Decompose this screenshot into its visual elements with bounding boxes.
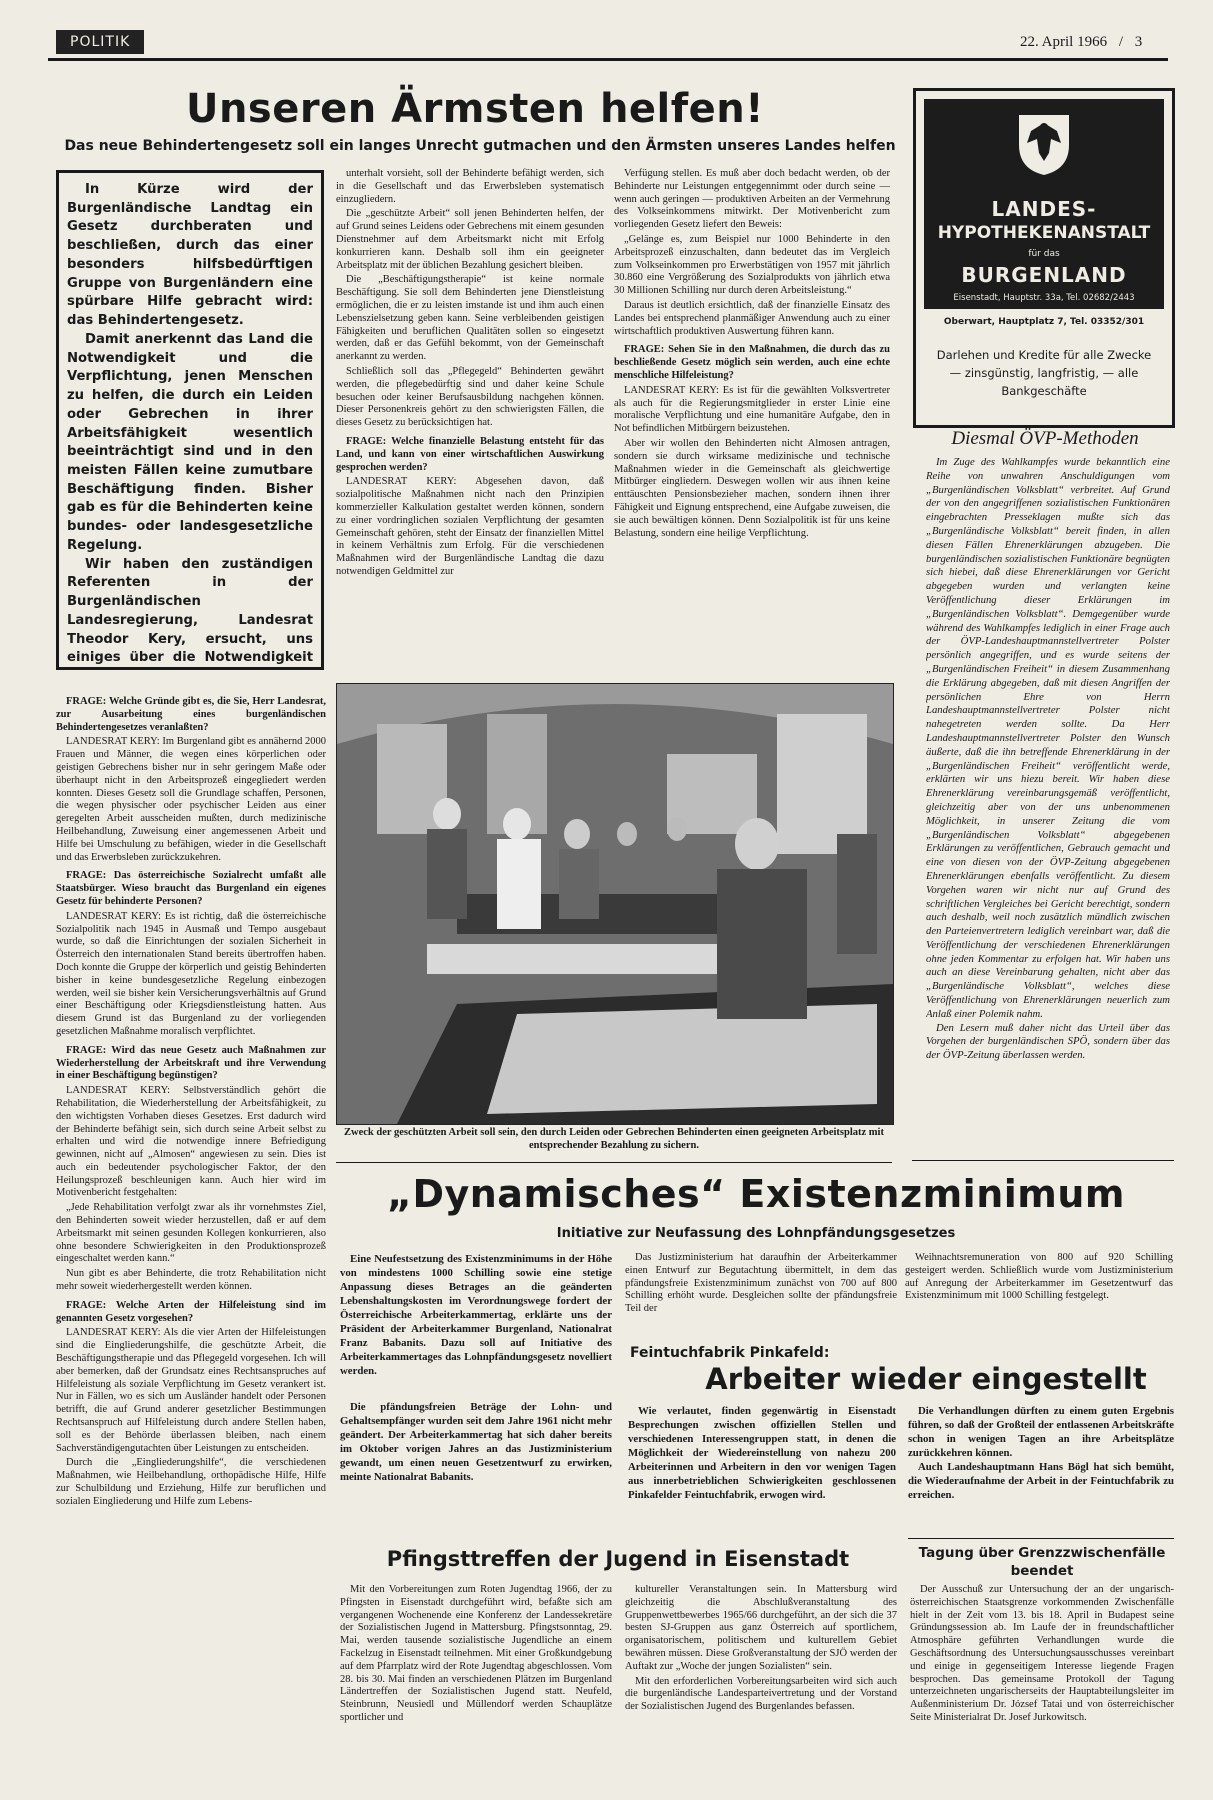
pfingst-paragraph: kultureller Veranstaltungen sein. In Mattersburg wird gleichzeitig die Abschlußveranstaltung des Gruppenwettbewerbes 1965/66 durchgeführt, an der sich die 37 besten SJ-Gruppen aus ganz Österreich auf sportlichem, organisatorischem, politischem und kulturellem Gebiet bewähren müssen. Diese Großveranstaltung der SJÖ werden der Auftakt zur „Woche der jungen Sozialisten“ sein. (625, 1584, 897, 1672)
pfingst-paragraph: Mit den erforderlichen Vorbereitungsarbeiten wird sich auch die burgenländische Landesparteivertretung und der Vorstand der Sozialistischen Jugend des Burgenlandes befassen. (625, 1675, 897, 1713)
tagung-headline: Tagung über Grenzzwischenfälle beendet (918, 1545, 1166, 1579)
intro-box (56, 170, 324, 670)
interview-answer: Aber wir wollen den Behinderten nicht Almosen antragen, sondern sie durch wirksame medizinische und technische Maßnahmen wieder in die Gemeinschaft als gleichwertige Mitbürger eingliedern. Deswegen wollen wir aus ihnen keine enttäuschten Pensionsbezieher machen, sondern ihnen ihrer Fähigkeit und Eignung entsprechend, eine Aufgabe zuweisen, die sie auch bewältigen können. Denn Sozialpolitik ist für uns keine Belastung, sondern eine heilige Verpflichtung. (614, 437, 890, 539)
interview-answer: Nun gibt es aber Behinderte, die trotz Rehabilitation nicht mehr soweit wiederhergestellt werden können. (56, 1268, 326, 1293)
dynamisch-col-2 (340, 1400, 612, 1530)
pfingst-headline: Pfingsttreffen der Jugend in Eisenstadt (386, 1547, 850, 1571)
bank-name-1: LANDES- (991, 197, 1097, 221)
dynamisch-paragraph: Weihnachtsremuneration von 800 auf 920 Schilling gesteigert werden. Schließlich wurde vom Justizministerium auf Anregung der Arbeiterkammer im Gesetzentwurf das Existenzminimum mit 1000 Schilling festgelegt. (905, 1252, 1173, 1302)
interview-answer: LANDESRAT KERY: Es ist richtig, daß die österreichische Sozialpolitik nach 1945 in Ausmaß und Tempo ausgebaut wurde, so daß die Einrichtungen der sozialen Sicherheit in Österreich den internationalen Stand bereits übertroffen haben. Doch konnte die Gruppe der körperlich und geistig Behinderten bisher in keine bundesgesetzliche Regelung einbezogen werden, weil sie bisher kein Versicherungsverhältnis auf Grund einer Beschäftigung oder Kriegsdienstleistung hatten. Aus diesem Grund ist das Burgenland zu der vorliegenden gesetzlichen Maßnahme moralisch verpflichtet. (56, 910, 326, 1037)
feintuch-col-1 (628, 1404, 896, 1534)
sidebar-title: Diesmal ÖVP-Methoden (951, 428, 1139, 449)
bank-name-2: HYPOTHEKENANSTALT (937, 223, 1151, 243)
dynamisch-subtitle: Initiative zur Neufassung des Lohnpfändungsgesetzes (556, 1226, 956, 1241)
dynamisch-paragraph: Die pfändungsfreien Beträge der Lohn- und Gehaltsempfänger wurden seit dem Jahre 1961 nicht mehr geändert. Der Arbeiterkammertag hat sich daher bereits im Oktober vorigen Jahres an das Justizministerium gewandt, um einen neuen Gesetzentwurf zu erwirken, meinte Nationalrat Babanits. (340, 1401, 612, 1484)
main-subtitle: Das neue Behindertengesetz soll ein langes Unrecht gutmachen und den Ärmsten unseres Landes helfen (64, 138, 896, 154)
dynamisch-paragraph: Eine Neufestsetzung des Existenzminimums in der Höhe von mindestens 1000 Schilling sowie eine stetige Anpassung dieses Betrages an die geänderten Lebenshaltungskosten im Verordnungswege fordert der Österreichische Arbeiterkammertag, erklärte uns der Präsident der Arbeiterkammer Burgenland, Nationalrat Franz Babanits. Dazu soll auf Initiative des Arbeiterkammertages das Lohnpfändungsgesetz novelliert werden. (340, 1253, 612, 1378)
interview-answer: LANDESRAT KERY: Als die vier Arten der Hilfeleistungen sind die Eingliederungshilfe, die geschützte Arbeit, die Beschäftigungstherapie und das Pflegegeld vorgesehen. Ich will aber bemerken, daß der Grundsatz eines Rechtsanspruches auf Hilfeleistung als soziale Verpflichtung im Gesetz verankert ist. Nur in Fällen, wo es sich um Ausländer handelt oder Personen betrifft, die auf Grund anderer gesetzlicher Bestimmungen Rechtsanspruch auf Hilfeleistung durch andere Stellen haben, soll es der Behörde überlassen bleiben, nach einem Sachverständigengutachten über Leistungen zu entscheiden. (56, 1327, 326, 1454)
intro-paragraph: In Kürze wird der Burgenländische Landtag ein Gesetz durchberaten und beschließen, durch das einer besonders hilfsbedürftigen Gruppe von Burgenländern eine spürbare Hilfe gebracht wird: das Behindertengesetz. (67, 182, 313, 329)
interview-question: FRAGE: Das österreichische Sozialrecht umfaßt alle Staatsbürger. Wieso braucht das Burgenland ein eigenes Gesetz für behinderte Personen? (56, 870, 326, 907)
bank-ad (913, 88, 1175, 428)
interview-answer: „Gelänge es, zum Beispiel nur 1000 Behinderte in den Arbeitsprozeß einzuschalten, dann bedeutet das im Vergleich zum Volkseinkommen pro Erwerbstätigen von 1957 mit jährlich 30.860 eine Vergrößerung des Sozialprodukts von jährlich etwa 30 Millionen Schilling nur durch deren Arbeitsleistung.“ (614, 233, 890, 297)
main-headline: Unseren Ärmsten helfen! (185, 86, 765, 132)
interview-answer: LANDESRAT KERY: Abgesehen davon, daß sozialpolitische Maßnahmen nicht nach den Prinzipien kommerzieller Kalkulation gestaltet werden können, sondern zu einer vordringlichen sozialen Verpflichtung der gesamten Gemeinschaft gehören, steht der Einsatz der finanziellen Mittel in keinem Verhältnis zum Erfolg. Für die verschiedenen Maßnahmen wird der Burgenländische Landtag die dazu notwendigen Geldmittel zur (336, 476, 604, 577)
article-column-2 (336, 168, 604, 678)
dynamisch-paragraph: Das Justizministerium hat daraufhin der Arbeiterkammer einen Entwurf zur Begutachtung übermittelt, in dem das pfändungsfreie Existenzminimum zunächst von 700 auf 800 Schilling erhöht wurde. Desgleichen sollte der pfändungsfreie Teil der (625, 1252, 897, 1315)
pfingst-col-1 (340, 1584, 612, 1789)
interview-answer: LANDESRAT KERY: Es ist für die gewählten Volksvertreter als auch für die Regierungsmitglieder in erster Linie eine moralische Verpflichtung und eine humanitäre Aufgabe, den in Not befindlichen Mitbürgern beizustehen. (614, 384, 890, 435)
coat-of-arms-icon (1009, 109, 1079, 179)
dynamisch-col-4 (905, 1252, 1173, 1342)
header-rule (48, 58, 1168, 61)
section-divider (336, 1162, 892, 1163)
interview-question: FRAGE: Sehen Sie in den Maßnahmen, die durch das zu beschließende Gesetz möglich sein werden, auch eine echte menschliche Hilfeleistung? (614, 344, 890, 381)
workshop-photo (336, 683, 894, 1125)
bank-for: für das (1028, 249, 1060, 259)
intro-paragraph: Damit anerkennt das Land die Notwendigkeit und die Verpflichtung, jenen Menschen zu helfen, die durch ein Leiden oder Gebrechen in ihrer Arbeitsfähigkeit wesentlich beeinträchtigt sind und in den meisten Fällen keine zumutbare Beschäftigung finden. Bisher gab es für die Behinderten keine bundes- oder landesgesetzliche Regelung. (67, 331, 313, 553)
feintuch-paragraph: Die Verhandlungen dürften zu einem guten Ergebnis führen, so daß der Großteil der entlassenen Arbeitskräfte schon in wenigen Tagen an ihre Arbeitsplätze zurückkehren können. (908, 1405, 1174, 1460)
bank-address-2: Oberwart, Hauptplatz 7, Tel. 03352/301 (943, 317, 1145, 327)
dynamisch-col-3 (625, 1252, 897, 1342)
date-text: 22. April 1966 (1020, 34, 1108, 50)
feintuch-col-2 (908, 1404, 1174, 1534)
bank-ad-inner (924, 99, 1164, 309)
pfingst-paragraph: Mit den Vorbereitungen zum Roten Jugendtag 1966, der zu Pfingsten in Eisenstadt durchgeführt wird, befaßte sich am vergangenen Wochenende eine Konferenz der Landessekretäre der Sozialistischen Jugend in Mattersburg. Pfingstsonntag, 29. Mai, werden tausende sozialistische Jugendliche an einem Fackelzug in Eisenstadt teilnehmen. Mit einer Großkundgebung auf dem Pfarrplatz wird der Rote Jugendtag abgeschlossen. Vom 28. bis 30. Mai finden an verschiedenen Plätzen im Burgenland Ländertreffen der Sozialistischen Jugend statt. Neufeld, Steinbrunn, Neusiedl und Müllendorf werden Schauplätze sportlicher und (340, 1584, 612, 1723)
tagung-rule (908, 1538, 1174, 1539)
dynamisch-headline: „Dynamisches“ Existenzminimum (386, 1172, 1126, 1216)
interview-question: FRAGE: Welche Arten der Hilfeleistung sind im genannten Gesetz vorgesehen? (56, 1299, 326, 1324)
tagung-paragraph: Der Ausschuß zur Untersuchung der an der ungarisch-österreichischen Staatsgrenze vorkommenden Zwischenfälle hielt in der Zeit vom 13. bis 18. April in Budapest seine Gründungssession ab. Im Laufe der in freundschaftlicher Atmosphäre geführten Verhandlungen wurde die Geschäftsordnung des Untersuchungsausschusses vereinbart und einige in gegenseitigem Interesse liegende Fragen besprochen. Das gemeinsame Protokoll der Tagung unterzeichneten ungarischerseits der Hauptabteilungsleiter im Außenministerium Dr. József Tatai und von österreichischer Seite Ministerialrat Dr. Josef Jurkowitsch. (910, 1584, 1174, 1723)
interview-answer: unterhalt vorsieht, soll der Behinderte befähigt werden, sich in die Gesellschaft und das Erwerbsleben systematisch einzugliedern. (336, 168, 604, 205)
page-number: 3 (1134, 34, 1143, 50)
feintuch-paragraph: Auch Landeshauptmann Hans Bögl hat sich bemüht, die Wiederaufnahme der Arbeit in der Feintuchfabrik zu erreichen. (908, 1461, 1174, 1502)
interview-answer: Die „geschützte Arbeit“ soll jenen Behinderten helfen, der auf Grund seines Leidens oder Gebrechens mit einem gesunden Dienstnehmer auf dem Arbeitsmarkt nicht mit Erfolg konkurrieren kann. Deshalb soll ihm ein geeigneter Arbeitsplatz mit der üblichen Bezahlung gesichert bleiben. (336, 208, 604, 271)
photo-caption: Zweck der geschützten Arbeit soll sein, den durch Leiden oder Gebrechen Behinderten einen geeigneten Arbeitsplatz mit entsprechender Bezahlung zu sichern. (344, 1127, 884, 1152)
bank-address-1: Eisenstadt, Hauptstr. 33a, Tel. 02682/2443 (953, 293, 1135, 303)
feintuch-headline: Arbeiter wieder eingestellt (705, 1362, 1147, 1396)
date-separator: / (1118, 34, 1124, 50)
sidebar-paragraph: Den Lesern muß daher nicht das Urteil über das Vorgehen der burgenländischen SPÖ, sondern über das der ÖVP-Zeitung überlassen werden. (926, 1021, 1170, 1062)
workshop-photo-illustration (337, 684, 893, 1124)
interview-question: FRAGE: Welche Gründe gibt es, die Sie, Herr Landesrat, zur Ausarbeitung eines burgenländischen Behindertengesetzes veranlaßten? (56, 696, 326, 733)
section-tag: POLITIK (56, 30, 144, 54)
interview-answer: Durch die „Eingliederungshilfe“, die verschiedenen Maßnahmen, wie Heilbehandlung, orthopädische Hilfe, Hilfe zur Schulbildung und Erziehung, Hilfe zur beruflichen und sozialen Eingliederung und Hilfe zum Lebens- (56, 1457, 326, 1507)
bank-name-3: BURGENLAND (961, 263, 1127, 287)
interview-answer: Daraus ist deutlich ersichtlich, daß der finanzielle Einsatz des Landes bei entsprechend planmäßiger Anwendung auch zu einer wirtschaftlich produktiven Auswertung führen kann. (614, 299, 890, 337)
feintuch-paragraph: Wie verlautet, finden gegenwärtig in Eisenstadt Besprechungen zwischen offiziellen Stellen und verschiedenen Interessengruppen statt, in denen die Möglichkeit der Wiedereinstellung von nahezu 200 Arbeiterinnen und Arbeitern in den vor wenigen Tagen aus innerbetrieblichen Schwierigkeiten geschlossenen Pinkafelder Feintuchfabrik, erwogen wird. (628, 1405, 896, 1502)
interview-answer: Schließlich soll das „Pflegegeld“ Behinderten gewährt werden, die pflegebedürftig sind und daher keine Schule besuchen oder keiner Berufsausbildung nachgehen können. Dieser Personenkreis gehört zu den schwierigsten Fällen, die dieses Gesetz zu berücksichtigen hat. (336, 365, 604, 429)
feintuch-kicker: Feintuchfabrik Pinkafeld: (630, 1345, 830, 1361)
interview-question: FRAGE: Welche finanzielle Belastung entsteht für das Land, und kann von einer wirtschaftlichen Auswirkung gesprochen werden? (336, 435, 604, 473)
dynamisch-col-1 (340, 1252, 612, 1396)
sidebar-bottom-rule (912, 1160, 1174, 1161)
article-column-1 (56, 690, 326, 1785)
page-date (1020, 34, 1142, 51)
bank-slogan: Darlehen und Kredite für alle Zwecke — zinsgünstig, langfristig, — alle Bankgeschäfte (936, 348, 1152, 398)
interview-answer: LANDESRAT KERY: Selbstverständlich gehört die Rehabilitation, die Wiederherstellung der Arbeitsfähigkeit, zu den wichtigsten Vorhaben dieses Gesetzes. Erst dadurch wird der Behinderte befähigt sein, sich durch seine Arbeit selbst zu erhalten und wird die notwendige innere Befriedigung gewinnen, nicht auf „Almosen“ angewiesen zu sein. Dies ist auch ein bedeutender psychologischer Faktor, der den Heilungsprozeß beschleunigen kann. Auch hier wird im Motivenbericht festgehalten: (56, 1085, 326, 1199)
interview-answer: Die „Beschäftigungstherapie“ ist keine normale Beschäftigung. Sie soll dem Behinderten jene Dienstleistung ermöglichen, die er zu leisten imstande ist und ihm auch einen Lebenszielsetzung geben kann. Seine verbleibenden geistigen Fähigkeiten und beruflichen Qualitäten sollen so eingesetzt werden, daß er das Gefühl bekommt, von der Gemeinschaft anerkannt zu werden. (336, 274, 604, 363)
sidebar-text (926, 456, 1170, 1156)
interview-answer: „Jede Rehabilitation verfolgt zwar als ihr vornehmstes Ziel, den Behinderten soweit wieder herzustellen, daß er auf dem Arbeitsmarkt mit seinen gesunden Kollegen konkurrieren, also ohne besondere Schwierigkeiten in den Produktionsprozeß eingeschaltet werden kann.“ (56, 1202, 326, 1265)
intro-paragraph: Wir haben den zuständigen Referenten in der Burgenländischen Landesregierung, Landesrat Theodor Kery, ersucht, uns einiges über die Notwendigkeit (67, 556, 313, 666)
interview-answer: LANDESRAT KERY: Im Burgenland gibt es annähernd 2000 Frauen und Männer, die wegen eines körperlichen oder geistigen Gebrechens bisher nur in sehr geringem Maße oder überhaupt nicht in den Arbeitsprozeß eingegliedert werden konnten. Dieses Gesetz soll die Grundlage schaffen, Personen, die wegen physischer oder psychischer Leiden aus einer geregelten Arbeit ausscheiden mußten, durch medizinische Heilbehandlung, Zuweisung einer angemessenen Arbeit und Hilfe bei Umschulung zu befähigen, wieder in die Gesellschaft und das Erwerbsleben zurückzukehren. (56, 736, 326, 863)
interview-answer: Verfügung stellen. Es muß aber doch bedacht werden, ob der Behinderte nur Leistungen entgegennimmt oder durch seine — wenn auch geringen — produktiven Arbeiten an der Vermehrung des Volkseinkommens mitwirkt. Der Motivenbericht zum vorliegenden Gesetz liefert den Beweis: (614, 168, 890, 231)
article-column-3 (614, 168, 890, 678)
pfingst-col-2 (625, 1584, 897, 1789)
interview-question: FRAGE: Wird das neue Gesetz auch Maßnahmen zur Wiederherstellung der Arbeitskraft und ihre Verwendung in einer Beschäftigung begünstigen? (56, 1044, 326, 1082)
sidebar-paragraph: Im Zuge des Wahlkampfes wurde bekanntlich eine Reihe von unwahren Anschuldigungen vom „Burgenländischen Volksblatt“ verbreitet. Auf Grund der von den angegriffenen sozialistischen Funktionären eingebrachten Presseklagen mußte sich das „Burgenländische Volksblatt“ bereit finden, in allen diesen Fällen Ehrenerklärungen abzugeben. Die burgenländischen sozialistischen Funktionäre begnügten sich hiebei, daß diese Ehrenerklärungen vor Gericht abgegeben wurden und verlangten keine Veröffentlichung dieser Erklärungen im „Burgenländischen Volksblatt“. Demgegenüber wurde während des Wahlkampfes lediglich in einer Frage auch der ÖVP-Landeshauptmannstellvertreter Polster persönlich angegriffen, und es wurde seitens der „Burgenländischen Freiheit“ in diesem Zusammenhang die Erklärung abgegeben, daß mit diesen Angriffen der persönlichen Ehre von Herrn Landeshauptmannstellvertreter Polster nicht nahegetreten werden sollte. Da Herr Landeshauptmannstellvertreter Polster den Wunsch äußerte, daß die ihn betreffende Ehrenerklärung in der „Burgenländischen Freiheit“ veröffentlicht werde, erklärten wir uns hiezu bereit. Wir haben diese Ehrenerklärung vereinbarungsgemäß veröffentlicht, gleichzeitig aber von der uns unbenommenen Möglichkeit, in unserer Zeitung die vom „Burgenländischen Volksblatt“ abgegebenen Erklärungen zu veröffentlichen, Gebrauch gemacht und eine von diesen von der ÖVP-Zeitung abgegebenen Ehrenerklärungen ebenfalls veröffentlicht. Zu diesem Vorgehen waren wir nicht nur auf Grund des schriftlichen Vergleiches bei Gericht berechtigt, sondern auch deshalb, weil noch zusätzlich mündlich zwischen den Parteienvertretern lediglich vereinbart war, daß die Veröffentlichung der verschiedenen Ehrenerklärungen ohne jeden Kommentar zu erfolgen hat. Wir haben uns auch an diese Vereinbarung gehalten, nicht aber das „Burgenländische Volksblatt“, welches diese Veröffentlichung von Ehrenerklärungen neuerlich zum Anlaß einer Polemik nahm. (926, 456, 1170, 1020)
tagung-body (910, 1584, 1174, 1789)
